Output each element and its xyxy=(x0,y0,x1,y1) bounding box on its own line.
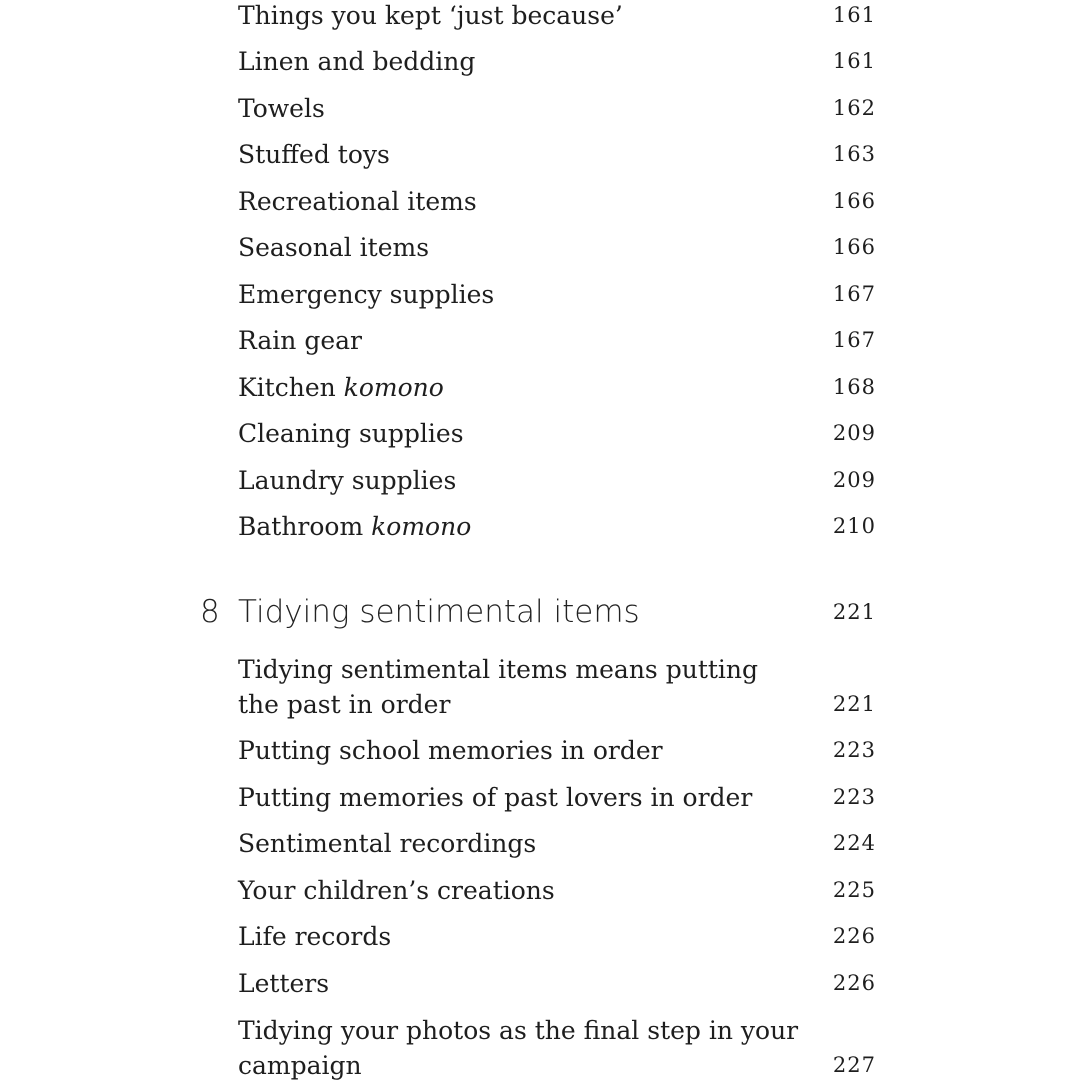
toc-entry-title: Cleaning supplies xyxy=(238,419,464,448)
chapter-page: 221 xyxy=(832,600,876,624)
toc-entry xyxy=(238,873,876,908)
toc-entry-page: 166 xyxy=(832,189,876,213)
toc-entry-title: Things you kept ‘just because’ xyxy=(238,1,623,30)
toc-entry-title: Tidying sentimental items means putting the past in order xyxy=(238,655,759,719)
toc-entry-title xyxy=(238,509,876,544)
toc-entry-page: 226 xyxy=(832,924,876,948)
toc-entry-title: Stuffed toys xyxy=(238,140,390,169)
toc-entry-title: Emergency supplies xyxy=(238,280,495,309)
toc-entry-page: 209 xyxy=(832,421,876,445)
toc-entry-title: Linen and bedding xyxy=(238,47,476,76)
toc-entry xyxy=(238,733,876,768)
toc-entry-title: Putting school memories in order xyxy=(238,736,663,765)
toc-entry-page: 224 xyxy=(832,831,876,855)
toc-entry xyxy=(238,230,876,265)
toc-entry-page: 167 xyxy=(832,328,876,352)
toc-entry xyxy=(238,44,876,79)
chapter-heading xyxy=(200,592,876,632)
toc-entry-page: 161 xyxy=(832,3,876,27)
toc-entry-page: 167 xyxy=(832,282,876,306)
toc-entry-title-text: Bathroom xyxy=(238,512,364,541)
toc-entry xyxy=(238,323,876,358)
toc-entry xyxy=(238,1013,876,1083)
toc-entry-page: 221 xyxy=(832,692,876,716)
toc-entry-page: 161 xyxy=(832,49,876,73)
toc-entry-page: 163 xyxy=(832,142,876,166)
toc-entry-title: Rain gear xyxy=(238,326,362,355)
toc-entry-page: 210 xyxy=(832,514,876,538)
toc-entry-title xyxy=(238,370,876,405)
toc-entry xyxy=(238,780,876,815)
toc-entry xyxy=(238,184,876,219)
toc-entry xyxy=(238,919,876,954)
toc-entry xyxy=(238,652,876,722)
toc-entry-title: Putting memories of past lovers in order xyxy=(238,783,753,812)
toc-entry-page: 227 xyxy=(832,1053,876,1077)
toc-entry-title: Tidying your photos as the final step in your campaign xyxy=(238,1016,799,1080)
toc-entry-title: Life records xyxy=(238,922,392,951)
toc-entry-title: Letters xyxy=(238,969,330,998)
toc-entry-title: Your children’s creations xyxy=(238,876,555,905)
toc-entry xyxy=(238,826,876,861)
toc-entry-page: 166 xyxy=(832,235,876,259)
toc-entry xyxy=(238,137,876,172)
toc-entry-page: 225 xyxy=(832,878,876,902)
toc-entry xyxy=(238,966,876,1001)
chapter-number: 8 xyxy=(200,594,220,630)
toc-entry xyxy=(238,370,876,405)
toc-entry-title-text: Kitchen xyxy=(238,373,336,402)
toc-entry xyxy=(238,91,876,126)
toc-entry xyxy=(238,277,876,312)
toc-entry-page: 223 xyxy=(832,738,876,762)
toc-entry-page: 162 xyxy=(832,96,876,120)
toc-entry-title-italic: komono xyxy=(371,512,472,541)
toc-entry xyxy=(238,509,876,544)
toc-entry-title: Seasonal items xyxy=(238,233,430,262)
toc-entry-title: Towels xyxy=(238,94,325,123)
toc-entry-title: Laundry supplies xyxy=(238,466,457,495)
toc-entry-page: 168 xyxy=(832,375,876,399)
toc-entry-page: 209 xyxy=(832,468,876,492)
chapter-title: Tidying sentimental items xyxy=(238,594,640,630)
toc-entry xyxy=(238,0,876,33)
toc-entry xyxy=(238,416,876,451)
toc-entry-title: Sentimental recordings xyxy=(238,829,537,858)
toc-entry-page: 226 xyxy=(832,971,876,995)
toc-entry-page: 223 xyxy=(832,785,876,809)
toc-entry xyxy=(238,463,876,498)
toc-entry-title: Recreational items xyxy=(238,187,477,216)
toc-entry-title-italic: komono xyxy=(343,373,444,402)
